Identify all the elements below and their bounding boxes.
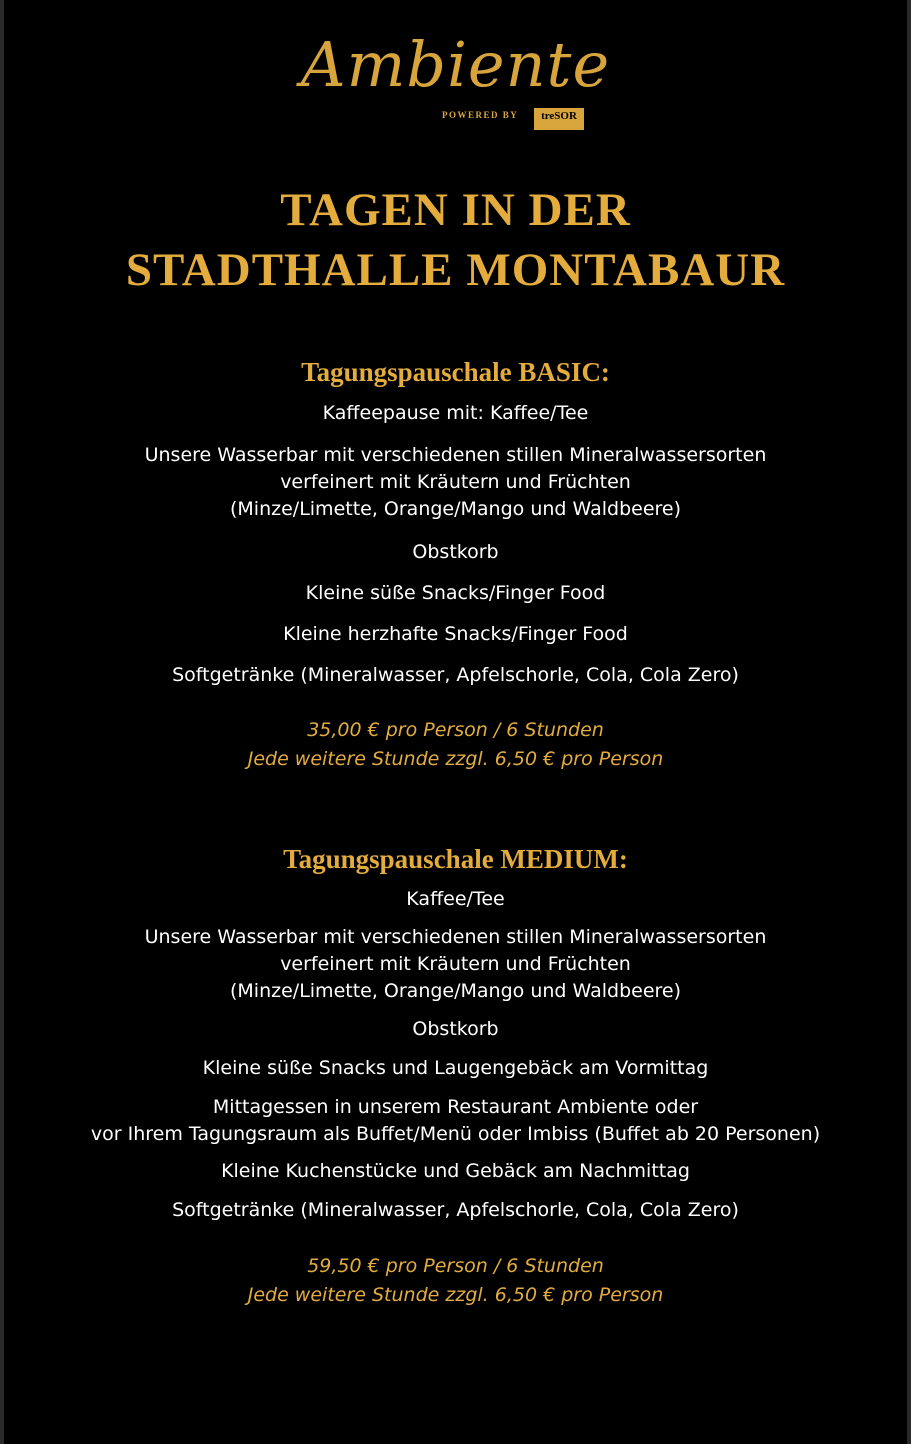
medium-item-line: vor Ihrem Tagungsraum als Buffet/Menü oder Imbiss (Buffet ab 20 Personen)	[90, 1123, 821, 1145]
basic-price-line: 35,00 € pro Person / 6 Stunden	[307, 719, 604, 741]
tresor-badge: treSOR	[534, 108, 584, 130]
medium-item-line: verfeinert mit Kräutern und Früchten	[280, 953, 631, 975]
medium-item-line: Unsere Wasserbar mit verschiedenen stillen Mineralwassersorten	[144, 926, 767, 948]
basic-item-line: (Minze/Limette, Orange/Mango und Waldbeere)	[230, 498, 681, 520]
logo-script-text: Ambiente	[300, 28, 611, 101]
basic-item-wasserbar	[4, 442, 907, 523]
medium-item: Kleine süße Snacks und Laugengebäck am Vormittag	[202, 1057, 709, 1079]
basic-item-line: verfeinert mit Kräutern und Früchten	[280, 471, 631, 493]
page-title-line-2: STADTHALLE MONTABAUR	[125, 244, 786, 296]
medium-price-line: 59,50 € pro Person / 6 Stunden	[307, 1255, 604, 1277]
medium-extra-hour-line: Jede weitere Stunde zzgl. 6,50 € pro Person	[247, 1284, 664, 1306]
medium-item: Obstkorb	[412, 1018, 499, 1040]
page-title	[4, 180, 907, 300]
medium-item-wasserbar	[4, 924, 907, 1005]
ambiente-logo	[4, 22, 907, 142]
basic-extra-hour-line: Jede weitere Stunde zzgl. 6,50 € pro Person	[247, 748, 664, 770]
medium-item-line: Mittagessen in unserem Restaurant Ambiente oder	[212, 1096, 699, 1118]
medium-item-line: (Minze/Limette, Orange/Mango und Waldbeere)	[230, 980, 681, 1002]
basic-item: Kleine herzhafte Snacks/Finger Food	[283, 623, 628, 645]
medium-item-mittagessen	[4, 1094, 907, 1148]
menu-page	[4, 0, 907, 1444]
logo-powered-by: POWERED BY	[442, 110, 519, 120]
basic-item: Kaffeepause mit: Kaffee/Tee	[322, 402, 589, 424]
basic-item: Kleine süße Snacks/Finger Food	[305, 582, 606, 604]
basic-item: Softgetränke (Mineralwasser, Apfelschorle, Cola, Cola Zero)	[172, 664, 739, 686]
basic-section-title: Tagungspauschale BASIC:	[301, 357, 610, 387]
basic-item: Obstkorb	[412, 541, 499, 563]
medium-item: Kaffee/Tee	[406, 888, 505, 910]
basic-price	[4, 716, 907, 774]
medium-price	[4, 1252, 907, 1310]
basic-item-line: Unsere Wasserbar mit verschiedenen stillen Mineralwassersorten	[144, 444, 767, 466]
medium-section-title: Tagungspauschale MEDIUM:	[283, 844, 628, 874]
page-title-line-1: TAGEN IN DER	[280, 184, 631, 236]
medium-item: Kleine Kuchenstücke und Gebäck am Nachmittag	[221, 1160, 690, 1182]
medium-item: Softgetränke (Mineralwasser, Apfelschorle, Cola, Cola Zero)	[172, 1199, 739, 1221]
